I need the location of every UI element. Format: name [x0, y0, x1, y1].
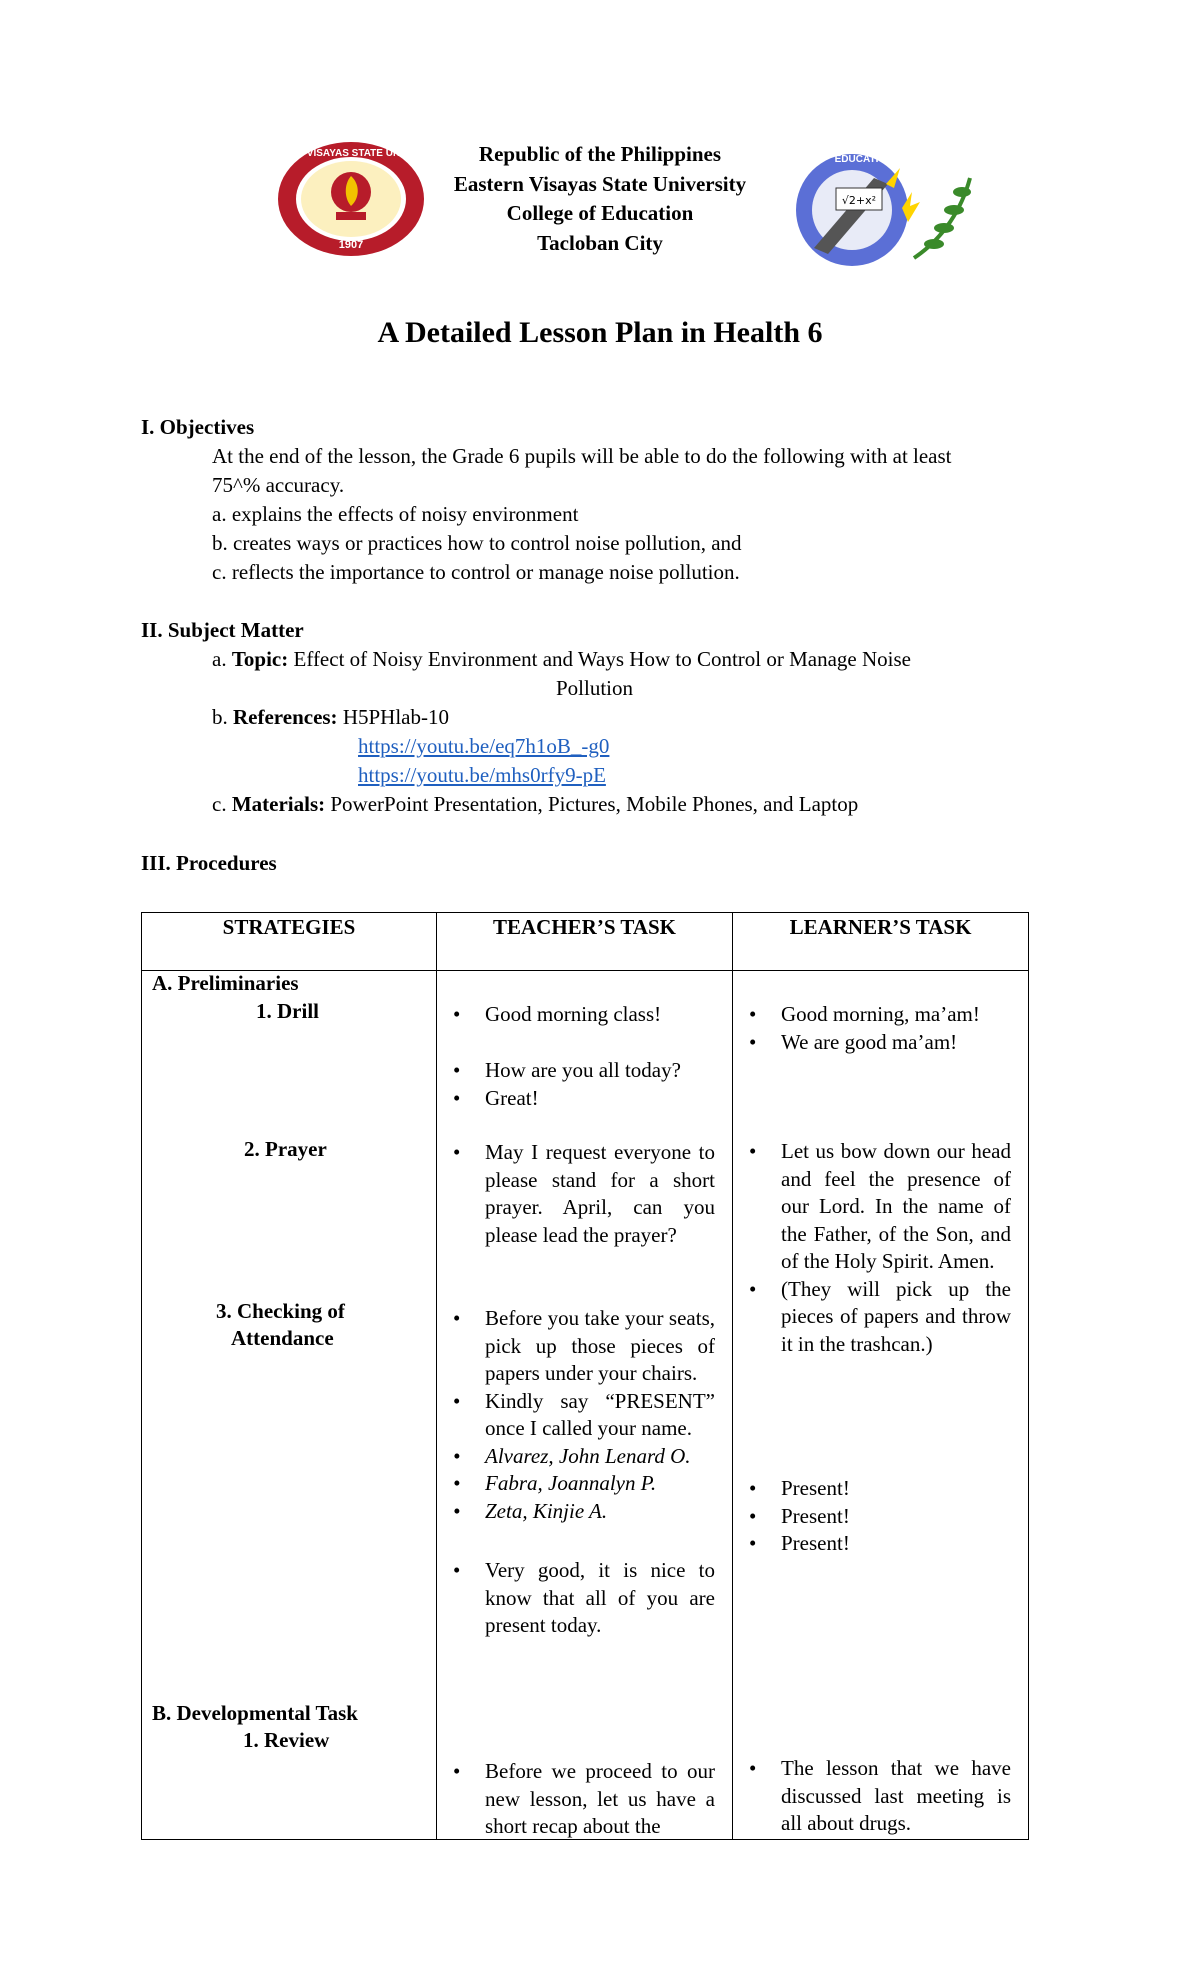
header-line-4: Tacloban City	[537, 230, 663, 255]
list-item: • Kindly say “PRESENT” once I called your name.	[449, 1388, 715, 1443]
learner-cell	[733, 971, 1029, 1840]
reference-link-1-wrap	[358, 734, 609, 759]
list-item: • Very good, it is nice to know that all of you are present today.	[449, 1557, 715, 1640]
page-title: A Detailed Lesson Plan in Health 6	[377, 316, 823, 349]
teacher-list-attendance	[449, 1305, 715, 1525]
teacher-list-drill-1	[449, 1001, 715, 1029]
list-item: • Present!	[745, 1503, 1011, 1531]
strategy-a-preliminaries: A. Preliminaries	[152, 971, 299, 995]
list-item: • Before you take your seats, pick up those pieces of papers under your chairs.	[449, 1305, 715, 1388]
learner-list-attendance	[745, 1475, 1011, 1558]
learner-list-prayer	[745, 1138, 1011, 1358]
references-code: H5PHlab-10	[342, 705, 449, 729]
column-header-strategies: STRATEGIES	[142, 913, 437, 971]
teacher-list-drill-2	[449, 1057, 715, 1112]
header-line-3: College of Education	[506, 201, 694, 225]
list-item: • Let us bow down our head and feel the presence of our Lord. In the name of the Father, of the Son, and of the Holy Spirit. Amen.	[745, 1138, 1011, 1276]
list-item: • Good morning, ma’am!	[745, 1001, 1011, 1029]
procedures-heading: III. Procedures	[141, 851, 277, 875]
svg-text:√2+x²: √2+x²	[841, 194, 877, 207]
topic-label: Topic:	[231, 647, 289, 671]
reference-link-2[interactable]: https://youtu.be/mhs0rfy9-pE	[358, 763, 606, 787]
list-item: • The lesson that we have discussed last meeting is all about drugs.	[745, 1755, 1011, 1838]
topic-prefix: a.	[212, 647, 232, 671]
topic-line	[212, 647, 911, 672]
svg-text:EASTERN VISAYAS STATE UNIVERSI: EASTERN VISAYAS STATE UNIVERSITY	[256, 148, 446, 159]
teacher-list-closing	[449, 1557, 715, 1640]
strategies-cell	[142, 971, 437, 1840]
teacher-list-review	[449, 1758, 715, 1841]
college-of-education-logo	[784, 148, 980, 270]
list-item: • We are good ma’am!	[745, 1029, 1011, 1057]
header-line-1: Republic of the Philippines	[478, 142, 722, 166]
references-prefix: b.	[212, 705, 233, 729]
column-header-learner: LEARNER’S TASK	[733, 913, 1029, 971]
topic-text: Effect of Noisy Environment and Ways How to Control or Manage Noise	[293, 647, 912, 671]
list-item: • How are you all today?	[449, 1057, 715, 1085]
list-item: • Present!	[745, 1530, 1011, 1558]
list-item: • (They will pick up the pieces of papers and throw it in the trashcan.)	[745, 1276, 1011, 1359]
list-item: • Zeta, Kinjie A.	[449, 1498, 715, 1526]
strategy-review: 1. Review	[243, 1728, 330, 1752]
objectives-intro-1: At the end of the lesson, the Grade 6 pupils will be able to do the following with at least	[212, 444, 952, 468]
header-line-2: Eastern Visayas State University	[453, 171, 747, 196]
table-header-row	[142, 913, 1029, 971]
learner-list-drill	[745, 1001, 1011, 1056]
svg-text:EDUCATION: EDUCATION	[834, 154, 894, 165]
reference-link-2-wrap	[358, 763, 606, 788]
references-line	[212, 705, 449, 730]
strategy-prayer: 2. Prayer	[244, 1137, 327, 1161]
references-label: References:	[233, 705, 338, 729]
list-item: • Present!	[745, 1475, 1011, 1503]
strategy-attendance-1: 3. Checking of	[216, 1299, 345, 1323]
subject-matter-heading: II. Subject Matter	[141, 618, 304, 642]
materials-prefix: c.	[212, 792, 232, 816]
strategy-b-developmental: B. Developmental Task	[152, 1701, 358, 1725]
objective-item-c: c. reflects the importance to control or manage noise pollution.	[212, 560, 740, 584]
column-header-teacher: TEACHER’S TASK	[437, 913, 733, 971]
letterhead	[400, 140, 800, 258]
list-item: • Great!	[449, 1085, 715, 1113]
materials-label: Materials:	[231, 792, 326, 816]
materials-text: PowerPoint Presentation, Pictures, Mobile Phones, and Laptop	[330, 792, 859, 816]
list-item: • Before we proceed to our new lesson, let us have a short recap about the	[449, 1758, 715, 1841]
teacher-list-prayer	[449, 1139, 715, 1249]
objectives-intro-2: 75^% accuracy.	[212, 473, 345, 497]
list-item: • Fabra, Joannalyn P.	[449, 1470, 715, 1498]
learner-list-review	[745, 1755, 1011, 1838]
list-item: • May I request everyone to please stand for a short prayer. April, can you please lead the prayer?	[449, 1139, 715, 1249]
strategy-attendance-2: Attendance	[231, 1326, 334, 1350]
svg-text:1907: 1907	[338, 239, 364, 251]
list-item: • Good morning class!	[449, 1001, 715, 1029]
strategy-drill: 1. Drill	[256, 999, 319, 1023]
teacher-cell	[437, 971, 733, 1840]
objective-item-a: a. explains the effects of noisy environment	[212, 502, 579, 526]
reference-link-1[interactable]: https://youtu.be/eq7h1oB_-g0	[358, 734, 610, 758]
materials-line	[212, 792, 858, 817]
objectives-heading: I. Objectives	[141, 415, 255, 439]
list-item: • Alvarez, John Lenard O.	[449, 1443, 715, 1471]
table-row	[142, 971, 1029, 1840]
topic-text-continued: Pollution	[556, 676, 634, 700]
procedures-table	[141, 912, 1029, 1840]
objective-item-b: b. creates ways or practices how to control noise pollution, and	[212, 531, 742, 555]
